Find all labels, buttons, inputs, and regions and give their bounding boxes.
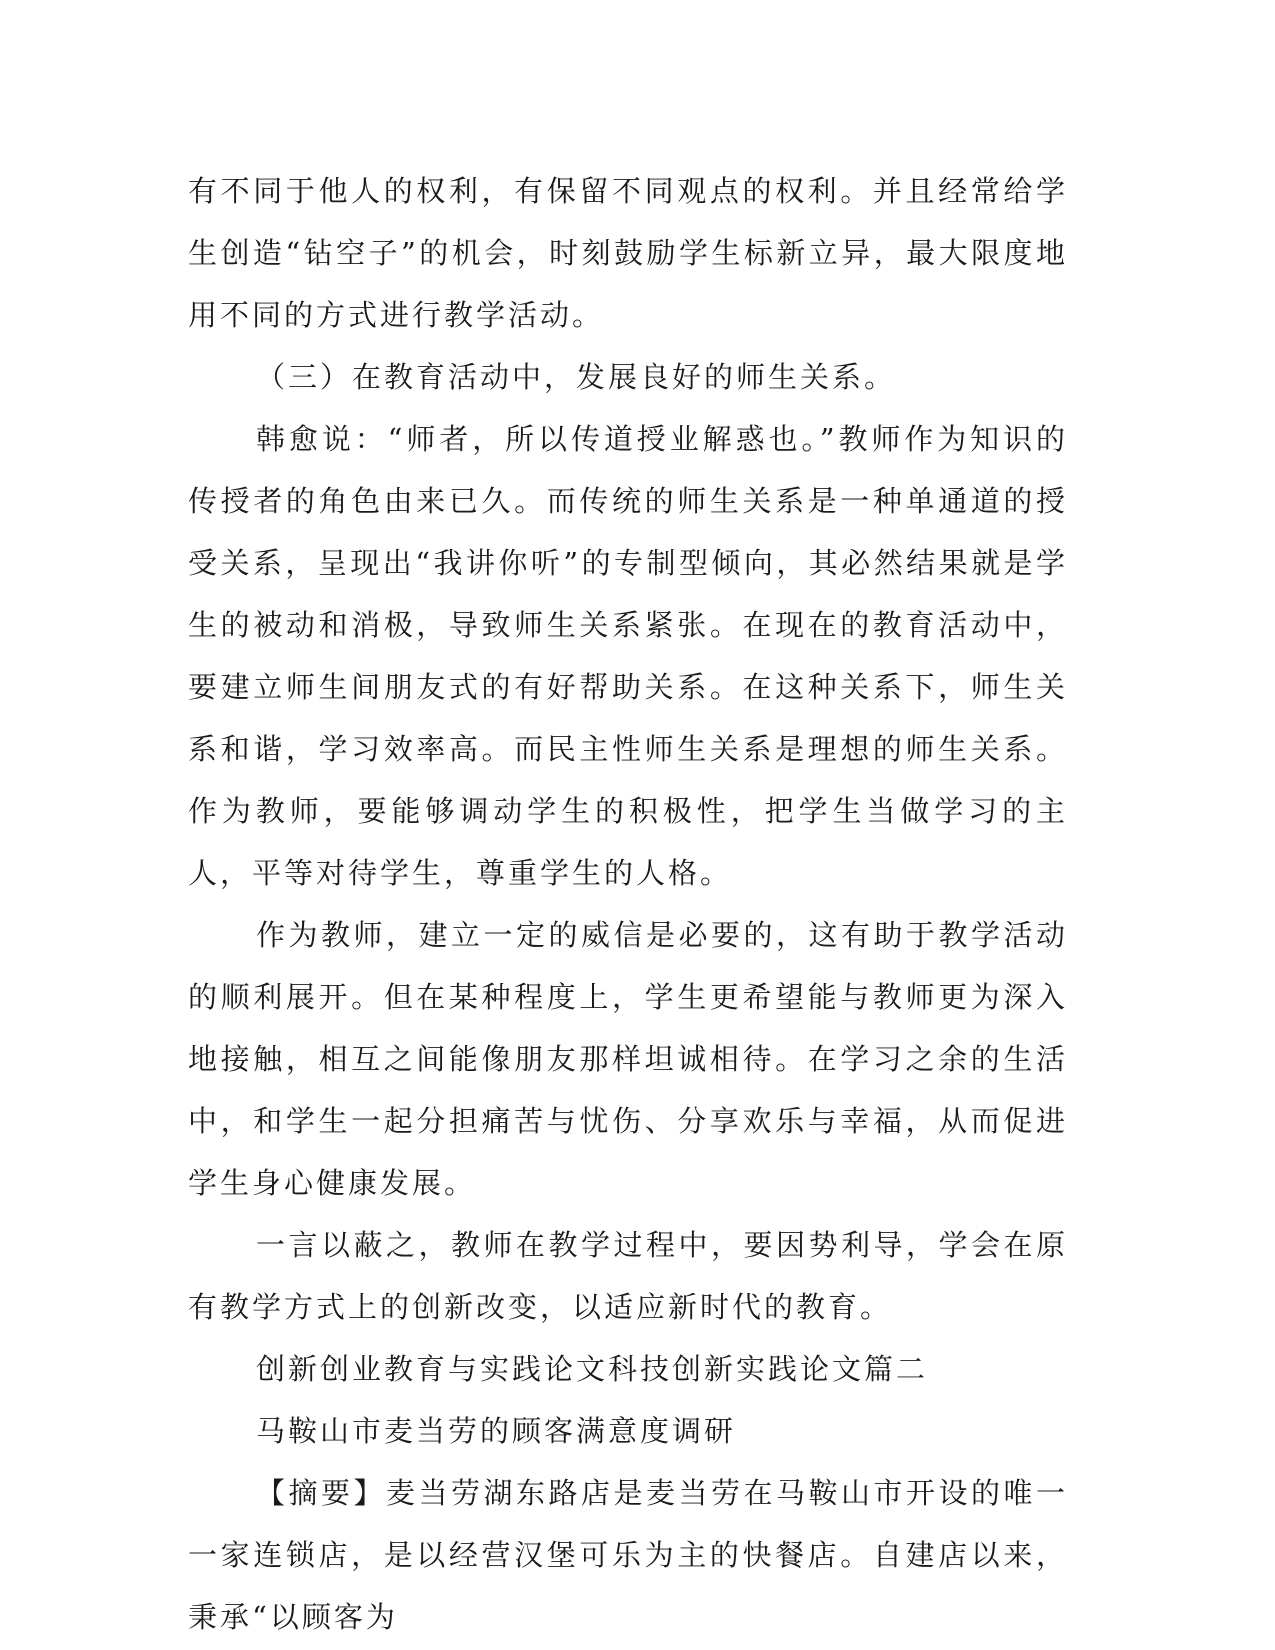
document-body [188,160,1068,1648]
paragraph-abstract: 【摘要】麦当劳湖东路店是麦当劳在马鞍山市开设的唯一一家连锁店，是以经营汉堡可乐为主的快餐店。自建店以来，秉承“以顾客为 [188,1476,1068,1634]
paragraph-teacher-prestige: 作为教师，建立一定的威信是必要的，这有助于教学活动的顺利展开。但在某种程度上，学生更希望能与教师更为深入地接触，相互之间能像朋友那样坦诚相待。在学习之余的生活中，和学生一起分担痛苦与忧伤、分享欢乐与幸福，从而促进学生身心健康发展。 [188,918,1068,1200]
paragraph-rights: 有不同于他人的权利，有保留不同观点的权利。并且经常给学生创造“钻空子”的机会，时刻鼓励学生标新立异，最大限度地用不同的方式进行教学活动。 [188,174,1068,332]
paragraph-han-yu-quote: 韩愈说：“师者，所以传道授业解惑也。”教师作为知识的传授者的角色由来已久。而传统的师生关系是一种单通道的授受关系，呈现出“我讲你听”的专制型倾向，其必然结果就是学生的被动和消极，导致师生关系紧张。在现在的教育活动中，要建立师生间朋友式的有好帮助关系。在这种关系下，师生关系和谐，学习效率高。而民主性师生关系是理想的师生关系。作为教师，要能够调动学生的积极性，把学生当做学习的主人，平等对待学生，尊重学生的人格。 [188,422,1068,890]
article-subtitle: 马鞍山市麦当劳的顾客满意度调研 [256,1414,737,1448]
paragraph-conclusion: 一言以蔽之，教师在教学过程中，要因势利导，学会在原有教学方式上的创新改变，以适应新时代的教育。 [188,1228,1068,1324]
section-heading-teacher-student-relationship: （三）在教育活动中，发展良好的师生关系。 [256,360,897,394]
article-title-part-two: 创新创业教育与实践论文科技创新实践论文篇二 [256,1352,929,1386]
